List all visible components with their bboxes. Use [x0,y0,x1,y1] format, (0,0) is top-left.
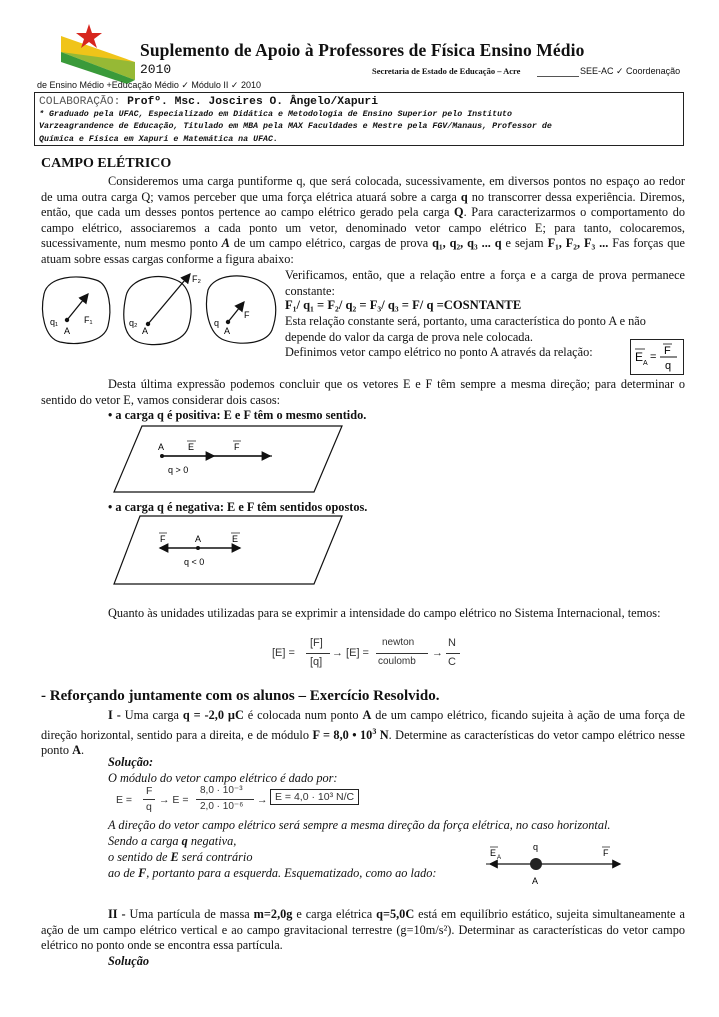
svg-text:A: A [532,876,539,886]
conclusion-paragraph: Desta última expressão podemos concluir que os vetores E e F têm sempre a mesma direção; para determinar o sentido do vetor E, vamos considerar dois casos: [41,377,685,407]
label-q: q [214,318,220,328]
credits-name: Profº. Msc. Joscires O. Ângelo/Xapuri [127,96,378,108]
svg-text:F: F [160,534,166,544]
svg-text:A: A [497,855,502,861]
exercise-1-statement: I - Uma carga q = -2,0 µC é colocada num ponto A de um campo elétrico, ficando sujeita à ação de uma força de direção horizontal, sentido para a direita, e de módulo F = 8,0 • $10^3$ N. Determine as características do vetor campo elétrico nesse ponto A. [41,708,685,758]
svg-text:E: E [490,848,497,858]
case-positive: • a carga q é positiva: E e F têm o mesmo sentido. [108,408,367,422]
charge-dot [530,858,542,870]
svg-text:E: E [232,534,239,544]
charge-force-figure [38,270,284,350]
credits-bio: * Graduado pela UFAC, Especializado em Didática e Metodologia de Ensino Superior pelo Instituto Varzeagrandence de Educação, Titulado em MBA pela MAX Faculdades e Mestre pela FGV/Manaus, Professor de Química e Física em Xapuri e Matemática na UFAC. [39,110,552,144]
exercise-heading: - Reforçando juntamente com os alunos – Exercício Resolvido. [41,688,440,704]
point-a [196,546,200,550]
header-subline: de Ensino Médio +Educação Médio ✓ Módulo II ✓ 2010 [37,80,261,90]
svg-text:q: q [665,360,672,372]
force-arrow-3 [228,302,244,322]
exercise-2-statement: II - Uma partícula de massa m=2,0g e carga elétrica q=5,0C está em equilíbrio estático, sujeita simultaneamente a ação de um campo elétrico vertical e ao campo gravitacional terrestre (g=10m/s²). Determinar as características do vetor campo elétrico no ponto onde se encontra essa partícula. [41,907,685,953]
negative-charge-diagram [112,514,344,586]
credits-box [34,92,684,146]
calc-result-box: E = 4,0 · 10³ N/C [270,789,359,805]
credits-label: COLABORAÇÃO: [39,96,121,108]
label-f1: F₁ [84,315,93,325]
constant-text: Esta relação constante será, portanto, uma característica do ponto A e não depende do valor da carga de prova nele colocada. [285,314,646,344]
header-secretaria: Secretaria de Estado de Educação – Acre [372,66,521,76]
svg-text:A: A [158,442,165,452]
units-formula: [E] = [F] [q] → [E] = newton coulomb → N C [272,637,462,671]
force-arrow-2 [148,274,190,324]
scheme-diagram [486,836,626,888]
svg-text:E: E [188,442,195,452]
svg-text:q: q [533,842,539,852]
plane-outline [114,426,342,492]
define-text: Definimos vetor campo elétrico no ponto A através da relação: [285,345,593,359]
label-f: F [244,310,250,320]
svg-text:q < 0: q < 0 [184,557,205,567]
positive-charge-diagram [112,424,344,494]
region-blob-2 [124,277,191,345]
label-q1: q₁ [50,317,59,327]
label-a1: A [64,326,71,336]
field-calculation: E = F q → E = 8,0 · 10⁻³ 2,0 · 10⁻⁶ → E = 4,0 · 10³ N/C [112,785,372,815]
svg-text:q > 0: q > 0 [168,465,189,475]
header-rule [537,76,579,77]
solution-2-label: Solução [108,954,149,968]
solution-line-1: O módulo do vetor campo elétrico é dado por: [108,771,338,785]
solution-line-4: o sentido de E será contrário [108,850,253,864]
ratio-formula: F₁/ q₁ = F₂/ q₂ = F₃/ q₃ = F/ q =COSNTANTE [285,298,522,312]
label-q2: q₂ [129,318,138,328]
svg-text:=: = [650,351,657,363]
label-a2: A [142,326,149,336]
label-a3: A [224,326,231,336]
units-paragraph: Quanto às unidades utilizadas para se exprimir a intensidade do campo elétrico no Sistema Internacional, temos: [108,606,661,620]
svg-text:A: A [195,534,202,544]
solution-line-5: ao de F, portanto para a esquerda. Esquematizado, como ao lado: [108,866,437,880]
svg-text:F: F [603,848,609,858]
svg-text:F: F [664,345,671,357]
field-definition-box [630,339,684,375]
svg-text:E: E [635,350,644,364]
section-heading: CAMPO ELÉTRICO [41,156,172,171]
case-negative: • a carga q é negativa: E e F têm sentidos opostos. [108,500,368,514]
region-blob-3 [207,276,276,343]
doc-header-title: Suplemento de Apoio à Professores de Física Ensino Médio [140,40,585,60]
solution-line-2: A direção do vetor campo elétrico será sempre a mesma direção da força elétrica, no caso horizontal. [108,818,611,832]
svg-text:A: A [643,360,648,367]
header-right-tag: SEE-AC ✓ Coordenação [580,66,681,76]
solution-line-3: Sendo a carga q negativa, [108,834,237,848]
acre-flag-logo [55,22,140,84]
intro-paragraph: Consideremos uma carga puntiforme q, que será colocada, sucessivamente, em diversos pontos no espaço ao redor de uma outra carga Q; vamos perceber que uma força elétrica atuará sobre a carga q no transcorrer dessa experiência. Diremos, então, que cada um desses pontos pertence ao campo elétrico gerado pela carga Q. Para caracterizarmos o comportamento do campo elétrico, associaremos a cada ponto um vetor, denominado vetor campo elétrico E; para tanto, colocaremos, sucessivamente, num mesmo ponto A de um campo elétrico, cargas de prova q₁, q₂, q₃ ... q e sejam F₁, F₂, F₃ ... Fas forças que atuam sobre essas cargas conforme a figura abaixo: [41,174,686,266]
label-f2: F₂ [192,274,201,284]
svg-text:F: F [234,442,240,452]
plane-outline [114,516,342,584]
field-definition-formula [631,340,683,374]
doc-header-year: 2010 [140,62,172,77]
solution-label: Solução: [108,755,154,769]
verify-text: Verificamos, então, que a relação entre a força e a carga de prova permanece constante: [285,268,685,298]
region-blob-1 [43,277,110,343]
